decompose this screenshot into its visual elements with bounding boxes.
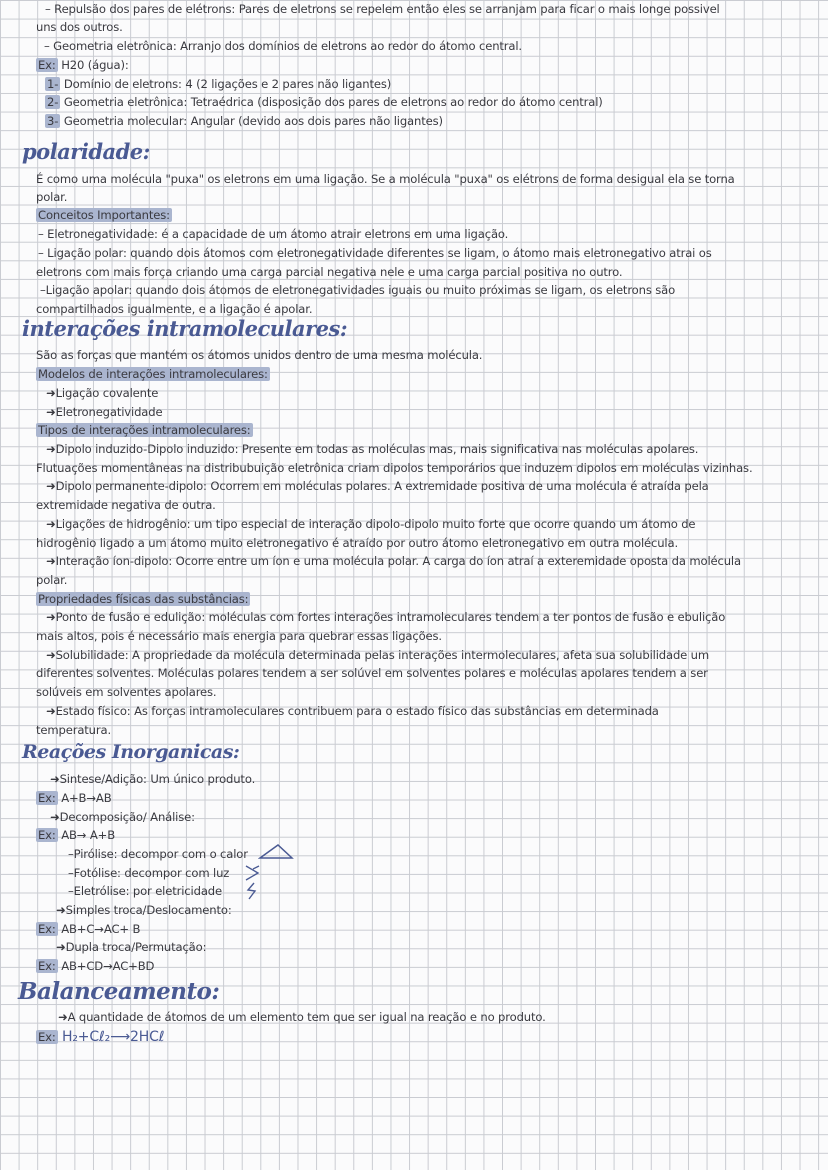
bullet-item: ➜Estado físico: As forças intramoleculares contribuem para o estado físico das substâncias em determinada (46, 704, 659, 718)
example-text: AB→ A+B (61, 828, 116, 842)
heat-triangle-icon (258, 842, 294, 860)
text-line: Flutuações momentâneas na distribubuição eletrônica criam dipolos temporários que induzem dipolos em moléculas vizinhas. (36, 461, 753, 475)
text-line: compartilhados igualmente, e a ligação é apolar. (36, 302, 313, 316)
item-number: 3- (47, 114, 59, 128)
text-line: extremidade negativa de outra. (36, 498, 216, 512)
bullet-item: ➜Simples troca/Deslocamento: (56, 903, 232, 917)
text-line: mais altos, pois é necessário mais energia para quebrar essas ligações. (36, 629, 442, 643)
example-line (36, 789, 112, 807)
example-line (36, 826, 115, 844)
bullet-item: ➜Solubilidade: A propriedade da molécula determinada pelas interações intermoleculares, afeta sua solubilidade um (46, 648, 710, 662)
lightning-icon (244, 882, 260, 900)
text-line: – Ligação polar: quando dois átomos com eletronegatividade diferentes se ligam, o átomo mais eletronegativo atrai os (38, 246, 712, 260)
heading-polaridade: polaridade: (22, 139, 150, 164)
example-tag: Ex: (38, 1030, 56, 1044)
text-line: hidrogênio ligado a um átomo muito eletronegativo é atraído por outro átomo eletronegativo em outra molécula. (36, 536, 678, 550)
item-text: Geometria eletrônica: Tetraédrica (disposição dos pares de eletrons ao redor do átomo central) (63, 95, 603, 109)
bullet-item: ➜Ligação covalente (46, 386, 159, 400)
bullet-item: ➜Dipolo permanente-dipolo: Ocorrem em moléculas polares. A extremidade positiva de uma molécula é atraída pela (46, 479, 709, 493)
example-text: AB+CD→AC+BD (61, 959, 155, 973)
highlighted-label: Tipos de interações intramoleculares: (38, 423, 251, 437)
example-line (36, 56, 129, 74)
example-tag: Ex: (38, 959, 56, 973)
subsection-label (36, 365, 270, 383)
subsection-label (36, 206, 172, 224)
sub-item: –Eletrólise: por eletricidade (68, 884, 222, 898)
bullet-item: ➜Dupla troca/Permutação: (56, 940, 207, 954)
bullet-item: ➜Eletronegatividade (46, 405, 163, 419)
example-tag: Ex: (38, 922, 56, 936)
bullet-item: ➜A quantidade de átomos de um elemento tem que ser igual na reação e no produto. (58, 1010, 546, 1024)
highlighted-label: Propriedades físicas das substâncias: (38, 592, 249, 606)
text-line: diferentes solventes. Moléculas polares tendem a ser solúvel em solventes polares e moléculas apolares tendem a ser (36, 666, 708, 680)
text-line: solúveis em solventes apolares. (36, 685, 217, 699)
numbered-item (45, 112, 443, 130)
item-number: 2- (47, 95, 59, 109)
example-text: A+B→AB (61, 791, 112, 805)
text-line: São as forças que mantém os átomos unidos dentro de uma mesma molécula. (36, 348, 483, 362)
text-line: temperatura. (36, 723, 111, 737)
bullet-item: ➜Decomposição/ Análise: (50, 810, 195, 824)
bullet-item: ➜Dipolo induzido-Dipolo induzido: Presente em todas as moléculas mas, mais significativa nas moléculas apolares. (46, 442, 699, 456)
bullet-item: ➜Sintese/Adição: Um único produto. (50, 772, 256, 786)
subsection-label (36, 421, 253, 439)
example-text: AB+C→AC+ B (61, 922, 141, 936)
bullet-item: ➜Ponto de fusão e edulição: moléculas com fortes interações intramoleculares tendem a ter pontos de fusão e ebulição (46, 610, 726, 624)
item-text: Domínio de eletrons: 4 (2 ligações e 2 pares não ligantes) (63, 77, 392, 91)
heading-balanceamento: Balanceamento: (18, 978, 220, 1005)
text-line: É como uma molécula "puxa" os eletrons em uma ligação. Se a molécula "puxa" os elétrons de forma desigual ela se torna (36, 172, 735, 186)
text-line: eletrons com mais força criando uma carga parcial negativa nele e uma carga parcial positiva no outro. (36, 265, 623, 279)
example-text: H20 (água): (61, 58, 129, 72)
highlighted-label: Modelos de interações intramoleculares: (38, 367, 268, 381)
example-line (36, 920, 140, 938)
sub-item: –Fotólise: decompor com luz (68, 866, 230, 880)
text-line: – Repulsão dos pares de elétrons: Pares de eletrons se repelem então eles se arranjam para ficar o mais longe possivel (45, 2, 720, 16)
subsection-label (36, 590, 250, 608)
text-line: – Geometria eletrônica: Arranjo dos domínios de eletrons ao redor do átomo central. (44, 39, 522, 53)
numbered-item (45, 93, 603, 111)
light-icon (244, 864, 262, 882)
example-tag: Ex: (38, 828, 56, 842)
heading-interacoes: interações intramoleculares: (22, 316, 348, 341)
text-line: polar. (36, 190, 68, 204)
text-line: uns dos outros. (36, 20, 123, 34)
item-number: 1- (47, 77, 59, 91)
item-text: Geometria molecular: Angular (devido aos dois pares não ligantes) (63, 114, 443, 128)
numbered-item (45, 75, 391, 93)
text-line: polar. (36, 573, 68, 587)
text-line: –Ligação apolar: quando dois átomos de eletronegatividades iguais ou muito próximas se ligam, os eletrons são (40, 283, 676, 297)
example-tag: Ex: (38, 791, 56, 805)
heading-reacoes: Reações Inorganicas: (22, 741, 240, 763)
highlighted-label: Conceitos Importantes: (38, 208, 170, 222)
text-line: – Eletronegatividade: é a capacidade de um átomo atrair eletrons em uma ligação. (38, 227, 509, 241)
example-line (36, 1027, 164, 1047)
equation-text: H₂+Cℓ₂⟶2HCℓ (61, 1029, 165, 1045)
bullet-item: ➜Ligações de hidrogênio: um tipo especial de interação dipolo-dipolo muito forte que ocorre quando um átomo de (46, 517, 696, 531)
example-line (36, 957, 154, 975)
bullet-item: ➜Interação íon-dipolo: Ocorre entre um íon e uma molécula polar. A carga do íon atraí a exteremidade oposta da molécula (46, 554, 741, 568)
example-tag: Ex: (38, 58, 56, 72)
sub-item: –Pirólise: decompor com o calor (68, 847, 248, 861)
